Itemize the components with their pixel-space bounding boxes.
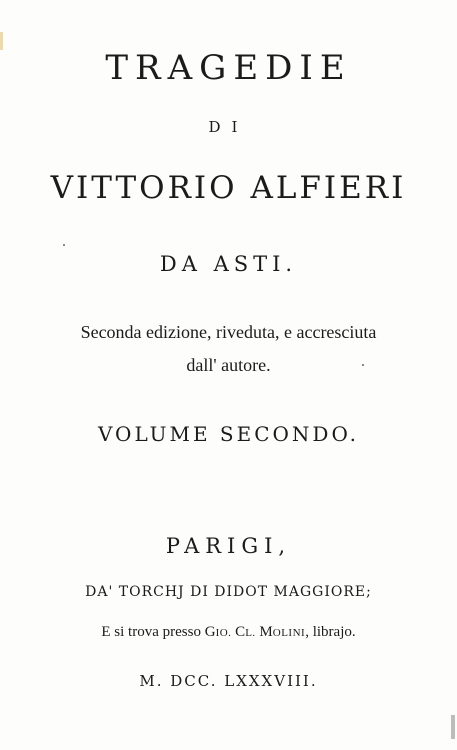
seller-suffix: , librajo.	[305, 624, 356, 640]
volume-label: VOLUME SECONDO.	[97, 422, 360, 446]
preposition-di: DI	[208, 118, 249, 136]
seller-name-part: OLINI	[272, 627, 306, 639]
book-title: TRAGEDIE	[105, 48, 352, 88]
publication-city: PARIGI,	[165, 534, 292, 558]
publication-year: M. DCC. LXXXVIII.	[139, 672, 318, 690]
edition-statement-line-2: dall' autore.	[186, 355, 271, 375]
seller-name-part: L.	[245, 627, 256, 639]
bookseller-statement	[0, 623, 457, 642]
paper-speck	[362, 364, 364, 366]
author-name: VITTORIO ALFIERI	[50, 170, 407, 206]
printer-statement: DA' TORCHJ DI DIDOT MAGGIORE;	[85, 584, 372, 600]
seller-name-part: C	[231, 624, 246, 640]
seller-prefix: E si trova presso	[101, 624, 201, 640]
seller-name	[205, 624, 305, 640]
author-origin: DA ASTI.	[159, 252, 298, 276]
edition-statement-line-1: Seconda edizione, riveduta, e accresciuta	[80, 322, 377, 342]
paper-edge-shadow	[451, 715, 455, 739]
paper-speck	[63, 244, 65, 246]
seller-name-part: G	[204, 624, 216, 640]
seller-name-part: IO.	[215, 627, 232, 639]
seller-name-part: M	[255, 624, 273, 640]
